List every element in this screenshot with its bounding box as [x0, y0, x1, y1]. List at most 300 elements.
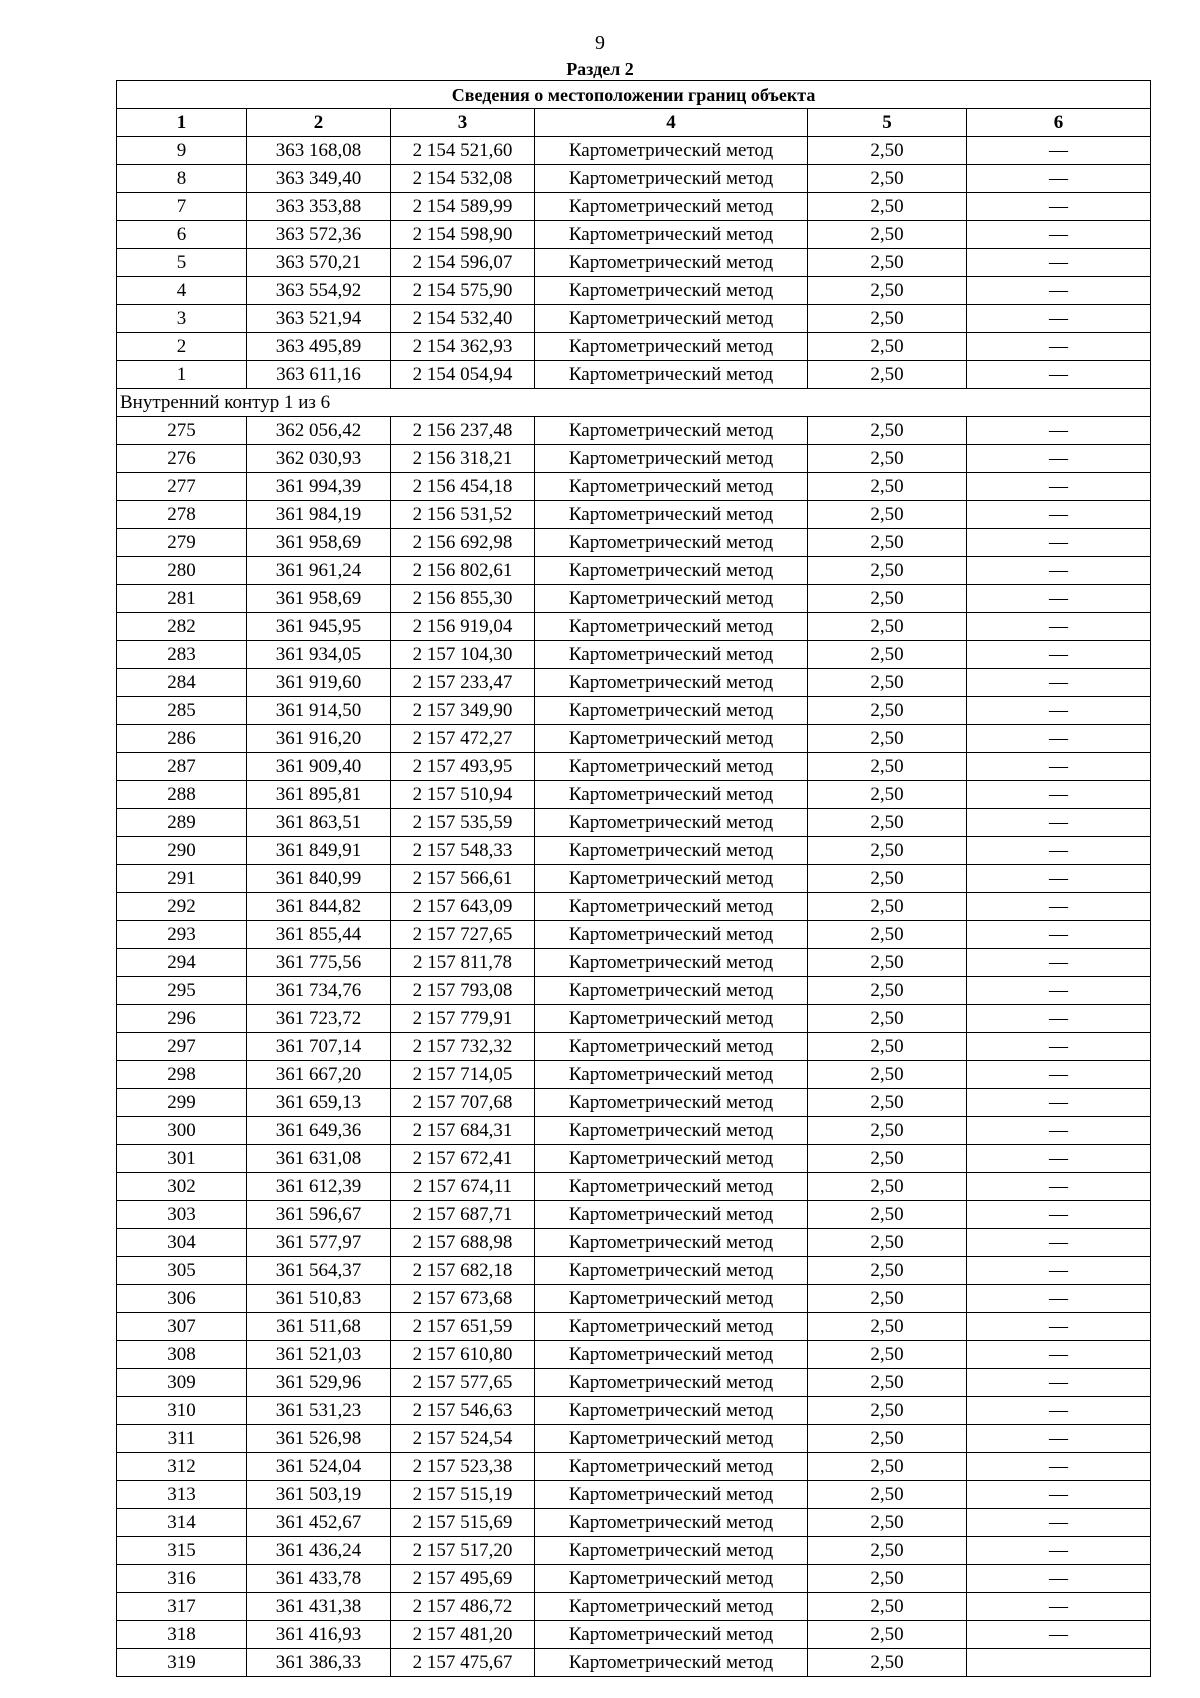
- section-title: Раздел 2: [566, 59, 634, 79]
- column-number-row: [117, 109, 1151, 137]
- point-number-cell: 299: [117, 1089, 247, 1117]
- x-coordinate-cell: 361 863,51: [247, 809, 391, 837]
- point-number-cell: 5: [117, 249, 247, 277]
- x-coordinate-cell: 363 611,16: [247, 361, 391, 389]
- note-cell: —: [967, 165, 1151, 193]
- note-cell: —: [967, 893, 1151, 921]
- x-coordinate-cell: 363 570,21: [247, 249, 391, 277]
- method-cell: Картометрический метод: [535, 1229, 808, 1257]
- table-row: [117, 1145, 1151, 1173]
- accuracy-cell: 2,50: [808, 641, 967, 669]
- note-cell: —: [967, 249, 1151, 277]
- y-coordinate-cell: 2 157 515,69: [391, 1509, 535, 1537]
- note-cell: —: [967, 417, 1151, 445]
- point-number-cell: 283: [117, 641, 247, 669]
- x-coordinate-cell: 361 855,44: [247, 921, 391, 949]
- method-cell: Картометрический метод: [535, 1145, 808, 1173]
- point-number-cell: 282: [117, 613, 247, 641]
- table-row: [117, 949, 1151, 977]
- accuracy-cell: 2,50: [808, 865, 967, 893]
- table-row: [117, 613, 1151, 641]
- y-coordinate-cell: 2 154 521,60: [391, 137, 535, 165]
- point-number-cell: 312: [117, 1453, 247, 1481]
- table-row: [117, 1425, 1151, 1453]
- note-cell: —: [967, 613, 1151, 641]
- table-row: [117, 921, 1151, 949]
- point-number-cell: 297: [117, 1033, 247, 1061]
- table-row: [117, 1285, 1151, 1313]
- y-coordinate-cell: 2 156 318,21: [391, 445, 535, 473]
- method-cell: Картометрический метод: [535, 1453, 808, 1481]
- table-row: [117, 445, 1151, 473]
- y-coordinate-cell: 2 156 692,98: [391, 529, 535, 557]
- x-coordinate-cell: 361 529,96: [247, 1369, 391, 1397]
- accuracy-cell: 2,50: [808, 277, 967, 305]
- method-cell: Картометрический метод: [535, 1089, 808, 1117]
- accuracy-cell: 2,50: [808, 1621, 967, 1649]
- accuracy-cell: 2,50: [808, 305, 967, 333]
- accuracy-cell: 2,50: [808, 781, 967, 809]
- x-coordinate-cell: 361 659,13: [247, 1089, 391, 1117]
- method-cell: Картометрический метод: [535, 1481, 808, 1509]
- accuracy-cell: 2,50: [808, 1397, 967, 1425]
- point-number-cell: 306: [117, 1285, 247, 1313]
- table-row: [117, 1649, 1151, 1677]
- accuracy-cell: 2,50: [808, 1033, 967, 1061]
- accuracy-cell: 2,50: [808, 249, 967, 277]
- contour-label: Внутренний контур 1 из 6: [117, 389, 1151, 417]
- accuracy-cell: 2,50: [808, 193, 967, 221]
- point-number-cell: 301: [117, 1145, 247, 1173]
- note-cell: —: [967, 473, 1151, 501]
- table-row: [117, 1621, 1151, 1649]
- y-coordinate-cell: 2 154 532,40: [391, 305, 535, 333]
- boundary-coordinates-table: [116, 80, 1151, 1677]
- y-coordinate-cell: 2 157 233,47: [391, 669, 535, 697]
- note-cell: —: [967, 137, 1151, 165]
- y-coordinate-cell: 2 157 493,95: [391, 753, 535, 781]
- method-cell: Картометрический метод: [535, 1369, 808, 1397]
- table-body: [117, 137, 1151, 1677]
- accuracy-cell: 2,50: [808, 837, 967, 865]
- method-cell: Картометрический метод: [535, 893, 808, 921]
- point-number-cell: 307: [117, 1313, 247, 1341]
- accuracy-cell: 2,50: [808, 753, 967, 781]
- y-coordinate-cell: 2 157 517,20: [391, 1537, 535, 1565]
- method-cell: Картометрический метод: [535, 1117, 808, 1145]
- point-number-cell: 279: [117, 529, 247, 557]
- x-coordinate-cell: 361 433,78: [247, 1565, 391, 1593]
- point-number-cell: 302: [117, 1173, 247, 1201]
- x-coordinate-cell: 363 572,36: [247, 221, 391, 249]
- note-cell: —: [967, 641, 1151, 669]
- accuracy-cell: 2,50: [808, 221, 967, 249]
- note-cell: —: [967, 781, 1151, 809]
- y-coordinate-cell: 2 156 237,48: [391, 417, 535, 445]
- y-coordinate-cell: 2 156 855,30: [391, 585, 535, 613]
- column-header: 4: [535, 109, 808, 137]
- x-coordinate-cell: 361 775,56: [247, 949, 391, 977]
- y-coordinate-cell: 2 154 532,08: [391, 165, 535, 193]
- note-cell: —: [967, 501, 1151, 529]
- note-cell: —: [967, 1425, 1151, 1453]
- method-cell: Картометрический метод: [535, 193, 808, 221]
- accuracy-cell: 2,50: [808, 725, 967, 753]
- accuracy-cell: 2,50: [808, 1509, 967, 1537]
- y-coordinate-cell: 2 157 707,68: [391, 1089, 535, 1117]
- table-row: [117, 1593, 1151, 1621]
- table-row: [117, 1257, 1151, 1285]
- y-coordinate-cell: 2 157 524,54: [391, 1425, 535, 1453]
- note-cell: —: [967, 1033, 1151, 1061]
- table-row: [117, 1173, 1151, 1201]
- x-coordinate-cell: 361 416,93: [247, 1621, 391, 1649]
- method-cell: Картометрический метод: [535, 1649, 808, 1677]
- y-coordinate-cell: 2 157 727,65: [391, 921, 535, 949]
- y-coordinate-cell: 2 156 454,18: [391, 473, 535, 501]
- method-cell: Картометрический метод: [535, 669, 808, 697]
- note-cell: —: [967, 1145, 1151, 1173]
- method-cell: Картометрический метод: [535, 1173, 808, 1201]
- accuracy-cell: 2,50: [808, 1369, 967, 1397]
- accuracy-cell: 2,50: [808, 417, 967, 445]
- table-row: [117, 417, 1151, 445]
- method-cell: Картометрический метод: [535, 305, 808, 333]
- y-coordinate-cell: 2 154 598,90: [391, 221, 535, 249]
- x-coordinate-cell: 361 431,38: [247, 1593, 391, 1621]
- point-number-cell: 305: [117, 1257, 247, 1285]
- table-row: [117, 529, 1151, 557]
- y-coordinate-cell: 2 157 475,67: [391, 1649, 535, 1677]
- table-row: [117, 1089, 1151, 1117]
- x-coordinate-cell: 361 734,76: [247, 977, 391, 1005]
- method-cell: Картометрический метод: [535, 1565, 808, 1593]
- note-cell: —: [967, 1481, 1151, 1509]
- column-header: 3: [391, 109, 535, 137]
- x-coordinate-cell: 361 521,03: [247, 1341, 391, 1369]
- note-cell: —: [967, 1537, 1151, 1565]
- method-cell: Картометрический метод: [535, 1537, 808, 1565]
- accuracy-cell: 2,50: [808, 557, 967, 585]
- accuracy-cell: 2,50: [808, 333, 967, 361]
- note-cell: —: [967, 1229, 1151, 1257]
- method-cell: Картометрический метод: [535, 1397, 808, 1425]
- point-number-cell: 278: [117, 501, 247, 529]
- x-coordinate-cell: 361 916,20: [247, 725, 391, 753]
- method-cell: Картометрический метод: [535, 781, 808, 809]
- point-number-cell: 293: [117, 921, 247, 949]
- y-coordinate-cell: 2 157 486,72: [391, 1593, 535, 1621]
- accuracy-cell: 2,50: [808, 529, 967, 557]
- point-number-cell: 1: [117, 361, 247, 389]
- accuracy-cell: 2,50: [808, 1565, 967, 1593]
- x-coordinate-cell: 361 909,40: [247, 753, 391, 781]
- table-row: [117, 1061, 1151, 1089]
- point-number-cell: 289: [117, 809, 247, 837]
- y-coordinate-cell: 2 157 793,08: [391, 977, 535, 1005]
- note-cell: —: [967, 1565, 1151, 1593]
- note-cell: —: [967, 277, 1151, 305]
- point-number-cell: 280: [117, 557, 247, 585]
- accuracy-cell: 2,50: [808, 445, 967, 473]
- accuracy-cell: 2,50: [808, 165, 967, 193]
- method-cell: Картометрический метод: [535, 417, 808, 445]
- point-number-cell: 296: [117, 1005, 247, 1033]
- x-coordinate-cell: 361 386,33: [247, 1649, 391, 1677]
- x-coordinate-cell: 361 503,19: [247, 1481, 391, 1509]
- point-number-cell: 281: [117, 585, 247, 613]
- note-cell: —: [967, 725, 1151, 753]
- accuracy-cell: 2,50: [808, 809, 967, 837]
- method-cell: Картометрический метод: [535, 1313, 808, 1341]
- table-row: [117, 641, 1151, 669]
- method-cell: Картометрический метод: [535, 1061, 808, 1089]
- accuracy-cell: 2,50: [808, 1425, 967, 1453]
- column-header: 6: [967, 109, 1151, 137]
- y-coordinate-cell: 2 157 643,09: [391, 893, 535, 921]
- method-cell: Картометрический метод: [535, 361, 808, 389]
- accuracy-cell: 2,50: [808, 1537, 967, 1565]
- accuracy-cell: 2,50: [808, 613, 967, 641]
- table-row: [117, 781, 1151, 809]
- x-coordinate-cell: 363 349,40: [247, 165, 391, 193]
- x-coordinate-cell: 361 577,97: [247, 1229, 391, 1257]
- note-cell: —: [967, 809, 1151, 837]
- accuracy-cell: 2,50: [808, 949, 967, 977]
- x-coordinate-cell: 361 958,69: [247, 585, 391, 613]
- point-number-cell: 284: [117, 669, 247, 697]
- table-row: [117, 753, 1151, 781]
- point-number-cell: 294: [117, 949, 247, 977]
- method-cell: Картометрический метод: [535, 977, 808, 1005]
- note-cell: —: [967, 221, 1151, 249]
- accuracy-cell: 2,50: [808, 1285, 967, 1313]
- x-coordinate-cell: 361 511,68: [247, 1313, 391, 1341]
- table-row: [117, 249, 1151, 277]
- point-number-cell: 9: [117, 137, 247, 165]
- accuracy-cell: 2,50: [808, 697, 967, 725]
- method-cell: Картометрический метод: [535, 529, 808, 557]
- method-cell: Картометрический метод: [535, 949, 808, 977]
- point-number-cell: 286: [117, 725, 247, 753]
- method-cell: Картометрический метод: [535, 1033, 808, 1061]
- method-cell: Картометрический метод: [535, 585, 808, 613]
- table-head: [117, 81, 1151, 137]
- x-coordinate-cell: 361 531,23: [247, 1397, 391, 1425]
- y-coordinate-cell: 2 157 672,41: [391, 1145, 535, 1173]
- note-cell: —: [967, 1201, 1151, 1229]
- point-number-cell: 314: [117, 1509, 247, 1537]
- note-cell: —: [967, 1117, 1151, 1145]
- method-cell: Картометрический метод: [535, 1593, 808, 1621]
- method-cell: Картометрический метод: [535, 165, 808, 193]
- point-number-cell: 300: [117, 1117, 247, 1145]
- y-coordinate-cell: 2 154 589,99: [391, 193, 535, 221]
- accuracy-cell: 2,50: [808, 585, 967, 613]
- method-cell: Картометрический метод: [535, 1621, 808, 1649]
- method-cell: Картометрический метод: [535, 1285, 808, 1313]
- y-coordinate-cell: 2 157 682,18: [391, 1257, 535, 1285]
- accuracy-cell: 2,50: [808, 1005, 967, 1033]
- note-cell: —: [967, 557, 1151, 585]
- accuracy-cell: 2,50: [808, 893, 967, 921]
- x-coordinate-cell: 361 649,36: [247, 1117, 391, 1145]
- note-cell: —: [967, 1509, 1151, 1537]
- table-row: [117, 361, 1151, 389]
- x-coordinate-cell: 361 723,72: [247, 1005, 391, 1033]
- method-cell: Картометрический метод: [535, 1201, 808, 1229]
- method-cell: Картометрический метод: [535, 473, 808, 501]
- y-coordinate-cell: 2 157 495,69: [391, 1565, 535, 1593]
- y-coordinate-cell: 2 154 575,90: [391, 277, 535, 305]
- x-coordinate-cell: 361 667,20: [247, 1061, 391, 1089]
- y-coordinate-cell: 2 157 566,61: [391, 865, 535, 893]
- table-row: [117, 1453, 1151, 1481]
- note-cell: —: [967, 1173, 1151, 1201]
- note-cell: —: [967, 1369, 1151, 1397]
- y-coordinate-cell: 2 156 919,04: [391, 613, 535, 641]
- note-cell: —: [967, 1257, 1151, 1285]
- point-number-cell: 310: [117, 1397, 247, 1425]
- y-coordinate-cell: 2 157 349,90: [391, 697, 535, 725]
- table-row: [117, 1397, 1151, 1425]
- point-number-cell: 295: [117, 977, 247, 1005]
- y-coordinate-cell: 2 157 546,63: [391, 1397, 535, 1425]
- method-cell: Картометрический метод: [535, 137, 808, 165]
- note-cell: —: [967, 1089, 1151, 1117]
- note-cell: —: [967, 1593, 1151, 1621]
- x-coordinate-cell: 361 934,05: [247, 641, 391, 669]
- point-number-cell: 311: [117, 1425, 247, 1453]
- table-row: [117, 1313, 1151, 1341]
- method-cell: Картометрический метод: [535, 1257, 808, 1285]
- x-coordinate-cell: 361 914,50: [247, 697, 391, 725]
- point-number-cell: 7: [117, 193, 247, 221]
- table-row: [117, 1005, 1151, 1033]
- accuracy-cell: 2,50: [808, 1593, 967, 1621]
- table-row: [117, 193, 1151, 221]
- point-number-cell: 298: [117, 1061, 247, 1089]
- x-coordinate-cell: 363 168,08: [247, 137, 391, 165]
- point-number-cell: 8: [117, 165, 247, 193]
- note-cell: —: [967, 865, 1151, 893]
- x-coordinate-cell: 361 958,69: [247, 529, 391, 557]
- method-cell: Картометрический метод: [535, 1341, 808, 1369]
- table-row: [117, 1117, 1151, 1145]
- method-cell: Картометрический метод: [535, 277, 808, 305]
- method-cell: Картометрический метод: [535, 249, 808, 277]
- note-cell: —: [967, 977, 1151, 1005]
- point-number-cell: 317: [117, 1593, 247, 1621]
- point-number-cell: 318: [117, 1621, 247, 1649]
- column-header: 5: [808, 109, 967, 137]
- point-number-cell: 316: [117, 1565, 247, 1593]
- point-number-cell: 4: [117, 277, 247, 305]
- table-row: [117, 557, 1151, 585]
- table-row: [117, 725, 1151, 753]
- method-cell: Картометрический метод: [535, 837, 808, 865]
- point-number-cell: 290: [117, 837, 247, 865]
- note-cell: —: [967, 1005, 1151, 1033]
- accuracy-cell: 2,50: [808, 1481, 967, 1509]
- x-coordinate-cell: 361 840,99: [247, 865, 391, 893]
- accuracy-cell: 2,50: [808, 1313, 967, 1341]
- table-row: [117, 669, 1151, 697]
- y-coordinate-cell: 2 157 732,32: [391, 1033, 535, 1061]
- method-cell: Картометрический метод: [535, 1509, 808, 1537]
- point-number-cell: 285: [117, 697, 247, 725]
- table-row: [117, 333, 1151, 361]
- table-row: [117, 1369, 1151, 1397]
- y-coordinate-cell: 2 154 054,94: [391, 361, 535, 389]
- table-row: [117, 1509, 1151, 1537]
- y-coordinate-cell: 2 157 673,68: [391, 1285, 535, 1313]
- method-cell: Картометрический метод: [535, 221, 808, 249]
- note-cell: —: [967, 529, 1151, 557]
- accuracy-cell: 2,50: [808, 669, 967, 697]
- y-coordinate-cell: 2 157 687,71: [391, 1201, 535, 1229]
- point-number-cell: 277: [117, 473, 247, 501]
- y-coordinate-cell: 2 157 515,19: [391, 1481, 535, 1509]
- x-coordinate-cell: 361 452,67: [247, 1509, 391, 1537]
- method-cell: Картометрический метод: [535, 641, 808, 669]
- point-number-cell: 291: [117, 865, 247, 893]
- y-coordinate-cell: 2 157 523,38: [391, 1453, 535, 1481]
- y-coordinate-cell: 2 157 674,11: [391, 1173, 535, 1201]
- note-cell: —: [967, 445, 1151, 473]
- table-row: [117, 1229, 1151, 1257]
- point-number-cell: 3: [117, 305, 247, 333]
- table-row: [117, 1565, 1151, 1593]
- x-coordinate-cell: 361 707,14: [247, 1033, 391, 1061]
- x-coordinate-cell: 361 844,82: [247, 893, 391, 921]
- y-coordinate-cell: 2 157 811,78: [391, 949, 535, 977]
- x-coordinate-cell: 361 564,37: [247, 1257, 391, 1285]
- note-cell: —: [967, 1061, 1151, 1089]
- accuracy-cell: 2,50: [808, 1257, 967, 1285]
- x-coordinate-cell: 363 353,88: [247, 193, 391, 221]
- x-coordinate-cell: 361 895,81: [247, 781, 391, 809]
- y-coordinate-cell: 2 157 577,65: [391, 1369, 535, 1397]
- x-coordinate-cell: 361 526,98: [247, 1425, 391, 1453]
- table-row: [117, 1481, 1151, 1509]
- y-coordinate-cell: 2 157 651,59: [391, 1313, 535, 1341]
- y-coordinate-cell: 2 156 802,61: [391, 557, 535, 585]
- x-coordinate-cell: 361 984,19: [247, 501, 391, 529]
- x-coordinate-cell: 363 521,94: [247, 305, 391, 333]
- x-coordinate-cell: 361 596,67: [247, 1201, 391, 1229]
- accuracy-cell: 2,50: [808, 1229, 967, 1257]
- point-number-cell: 6: [117, 221, 247, 249]
- note-cell: —: [967, 361, 1151, 389]
- method-cell: Картометрический метод: [535, 613, 808, 641]
- accuracy-cell: 2,50: [808, 137, 967, 165]
- table-row: [117, 585, 1151, 613]
- point-number-cell: 319: [117, 1649, 247, 1677]
- accuracy-cell: 2,50: [808, 473, 967, 501]
- note-cell: [967, 1649, 1151, 1677]
- table-row: [117, 277, 1151, 305]
- x-coordinate-cell: 362 056,42: [247, 417, 391, 445]
- x-coordinate-cell: 361 631,08: [247, 1145, 391, 1173]
- table-row: [117, 501, 1151, 529]
- accuracy-cell: 2,50: [808, 1117, 967, 1145]
- note-cell: —: [967, 1397, 1151, 1425]
- column-header: 1: [117, 109, 247, 137]
- table-row: [117, 137, 1151, 165]
- y-coordinate-cell: 2 156 531,52: [391, 501, 535, 529]
- contour-label-row: [117, 389, 1151, 417]
